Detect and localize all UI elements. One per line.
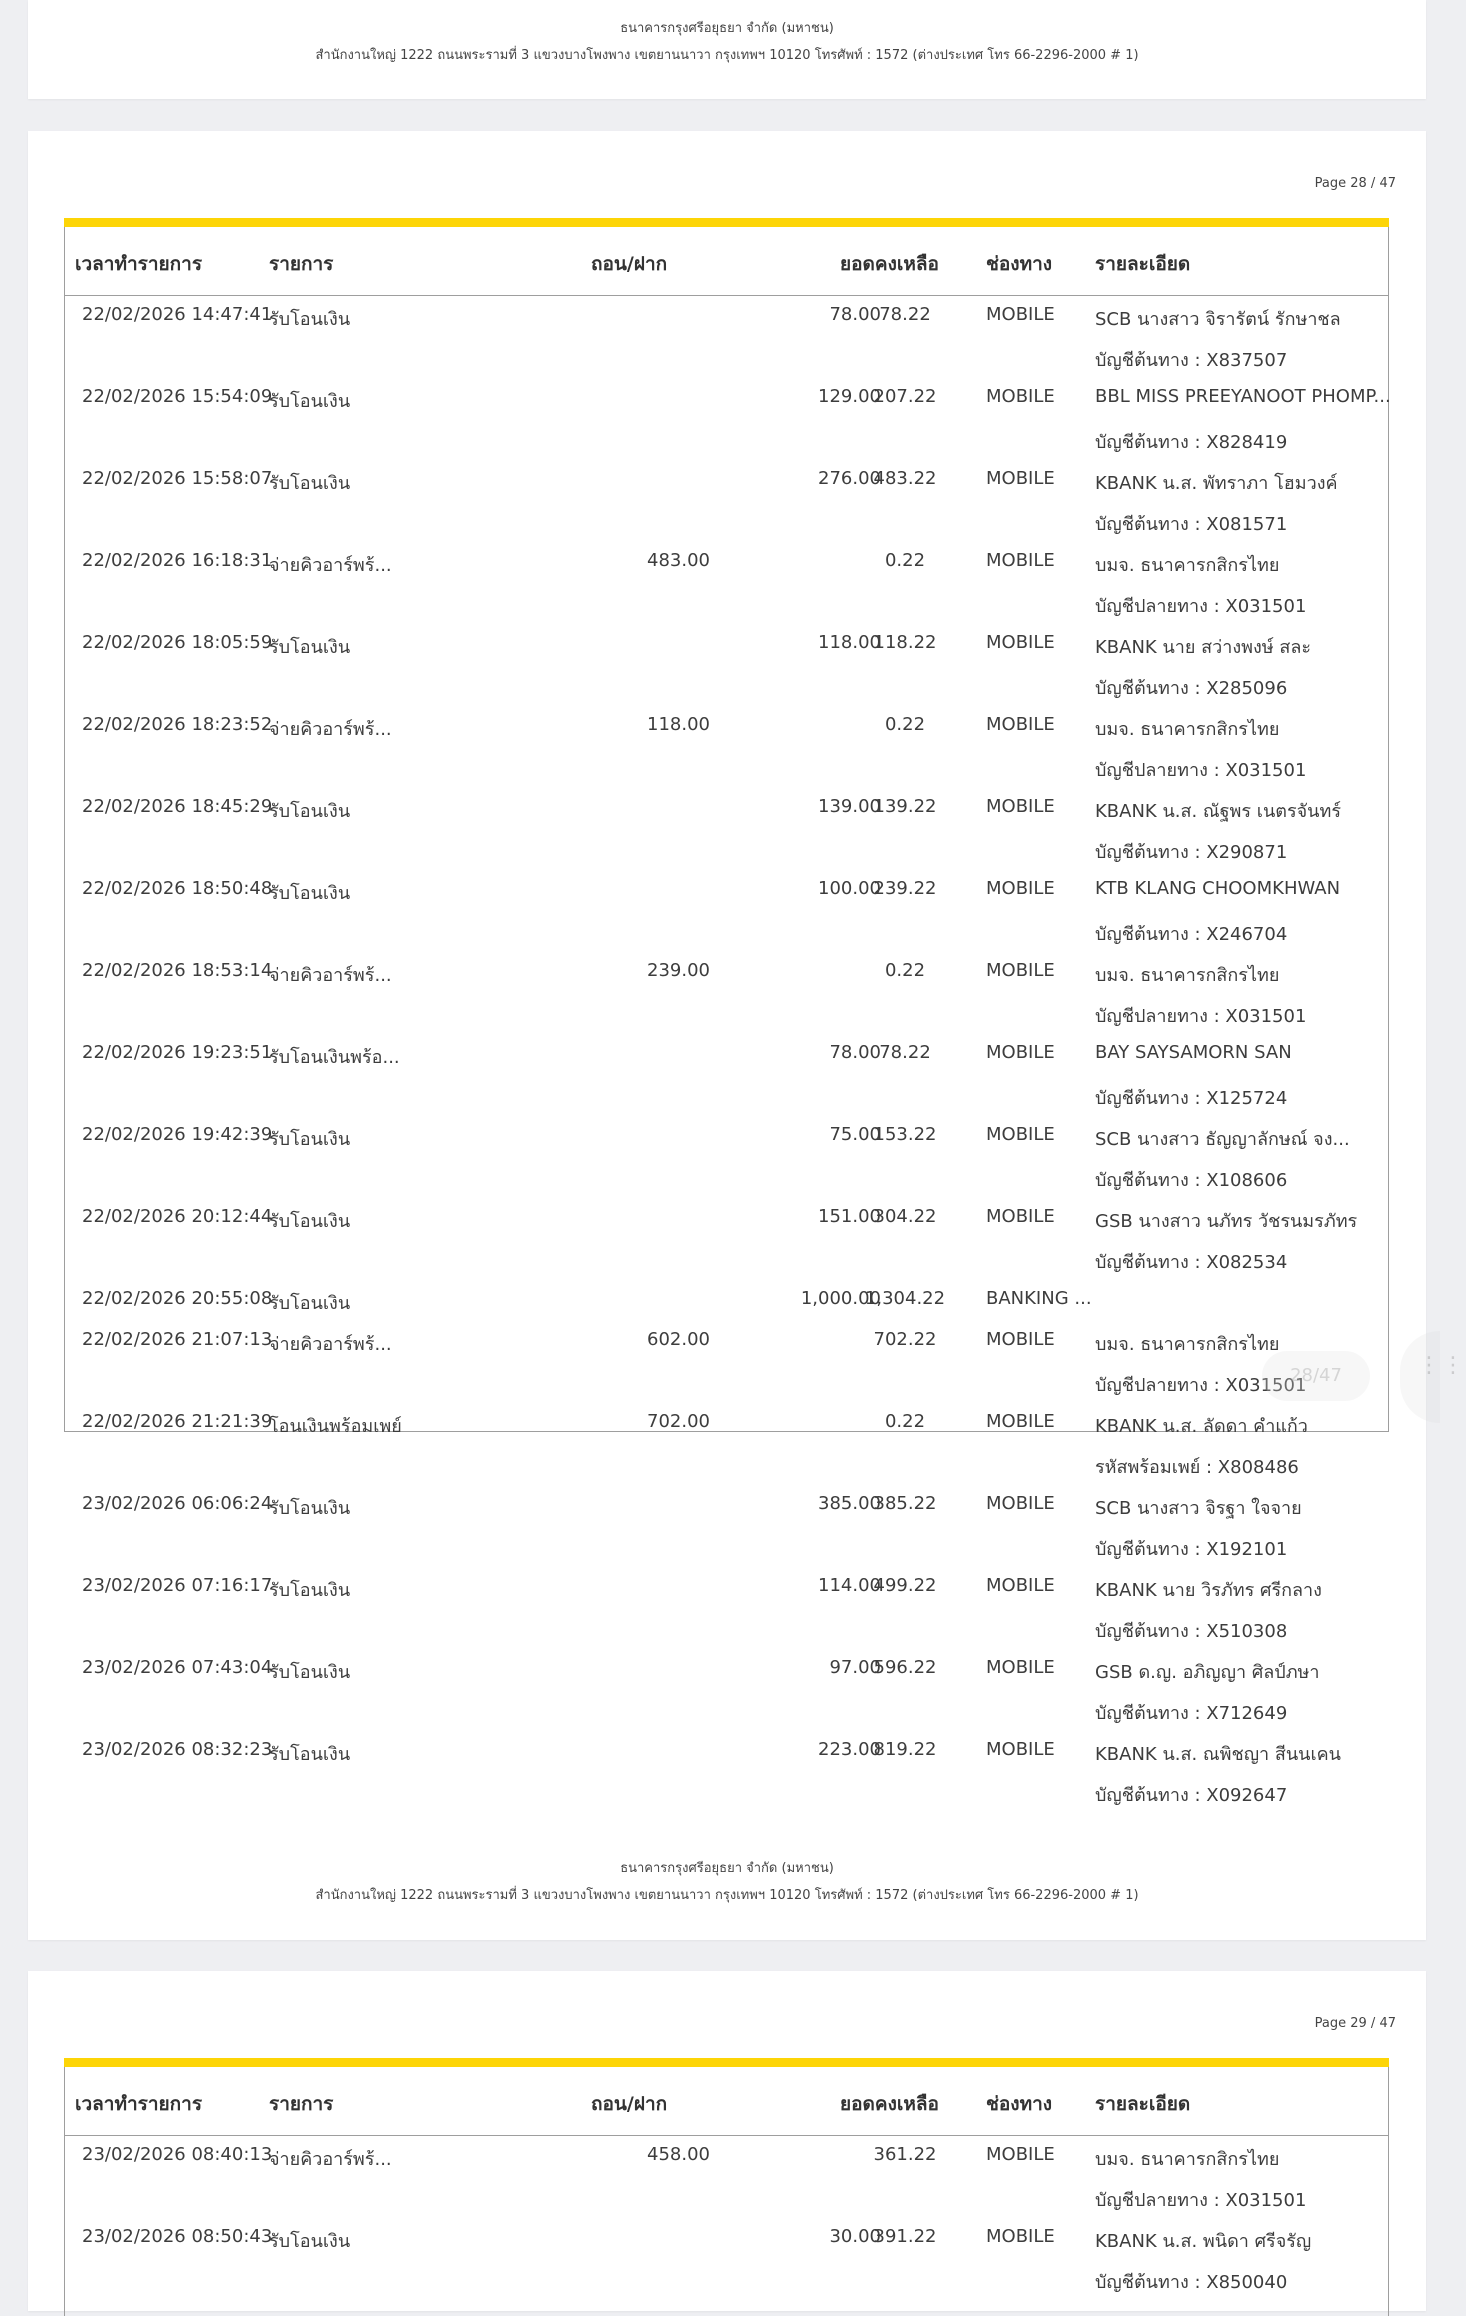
cell-description: รับโอนเงิน — [269, 1662, 351, 1683]
cell-description: รับโอนเงิน — [269, 1744, 351, 1765]
cell-detail-name: GSB ด.ญ. อภิญญา ศิลป์ภษา — [1095, 1662, 1320, 1683]
cell-time: 23/02/2026 08:50:43 — [82, 2226, 273, 2247]
cell-detail-account: บัญชีต้นทาง : X125724 — [1095, 1088, 1288, 1109]
cell-channel: MOBILE — [986, 1042, 1055, 1063]
cell-time: 22/02/2026 20:12:44 — [82, 1206, 273, 1227]
header-amount: ถอน/ฝาก — [591, 253, 668, 275]
cell-channel: MOBILE — [986, 1739, 1055, 1760]
cell-detail-name: KBANK น.ส. พัทราภา โฮมวงค์ — [1095, 473, 1338, 494]
cell-description: รับโอนเงิน — [269, 309, 351, 330]
cell-withdraw: 458.00 — [647, 2144, 710, 2165]
cell-description: รับโอนเงิน — [269, 1293, 351, 1314]
cell-balance: 139.22 — [873, 796, 937, 817]
cell-detail-name: KBANK น.ส. ณพิชญา สีนนเคน — [1095, 1744, 1341, 1765]
cell-time: 22/02/2026 14:47:41 — [82, 304, 273, 325]
cell-detail-account: บัญชีต้นทาง : X108606 — [1095, 1170, 1288, 1191]
statement-page-28 — [28, 131, 1426, 1940]
cell-detail-account: บัญชีต้นทาง : X510308 — [1095, 1621, 1288, 1642]
table-row — [65, 1649, 1388, 1731]
cell-deposit: 118.00 — [818, 632, 881, 653]
cell-channel: MOBILE — [986, 1329, 1055, 1350]
cell-description: รับโอนเงิน — [269, 473, 351, 494]
cell-balance: 596.22 — [873, 1657, 937, 1678]
table-row — [65, 1280, 1388, 1321]
statement-page-29 — [28, 1971, 1426, 2311]
cell-description: โอนเงินพร้อมเพย์ — [269, 1416, 402, 1437]
cell-withdraw: 483.00 — [647, 550, 710, 571]
cell-time: 23/02/2026 08:40:13 — [82, 2144, 273, 2165]
cell-withdraw: 118.00 — [647, 714, 710, 735]
cell-withdraw: 702.00 — [647, 1411, 710, 1432]
cell-detail-account: บัญชีต้นทาง : X290871 — [1095, 842, 1288, 863]
cell-time: 22/02/2026 18:50:48 — [82, 878, 273, 899]
cell-time: 22/02/2026 21:07:13 — [82, 1329, 273, 1350]
cell-description: รับโอนเงิน — [269, 2231, 351, 2252]
cell-detail-name: BBL MISS PREEYANOOT PHOMP... — [1095, 386, 1391, 407]
cell-channel: MOBILE — [986, 1124, 1055, 1145]
cell-description: รับโอนเงิน — [269, 1580, 351, 1601]
cell-time: 23/02/2026 07:16:17 — [82, 1575, 273, 1596]
cell-detail-name: SCB นางสาว จิรารัตน์ รักษาชล — [1095, 309, 1341, 330]
page-27-footer-sheet — [28, 0, 1426, 99]
cell-channel: MOBILE — [986, 1657, 1055, 1678]
cell-balance: 702.22 — [873, 1329, 937, 1350]
cell-balance: 78.22 — [879, 304, 931, 325]
cell-detail-account: บัญชีต้นทาง : X850040 — [1095, 2272, 1288, 2293]
cell-deposit: 100.00 — [818, 878, 881, 899]
cell-channel: BANKING ... — [986, 1288, 1092, 1309]
cell-deposit: 78.00 — [829, 1042, 881, 1063]
cell-deposit: 114.00 — [818, 1575, 881, 1596]
table-row — [65, 706, 1388, 788]
header-amount: ถอน/ฝาก — [591, 2093, 668, 2115]
cell-deposit: 1,000.00 — [800, 1288, 881, 1309]
cell-detail-account: บัญชีต้นทาง : X081571 — [1095, 514, 1288, 535]
bank-address: สำนักงานใหญ่ 1222 ถนนพระรามที่ 3 แขวงบางโพงพาง เขตยานนาวา กรุงเทพฯ 10120 โทรศัพท์ : 1572 (ต่างประเทศ โทร 66-2296-2000 # 1) — [315, 1888, 1139, 1903]
table-row — [65, 542, 1388, 624]
cell-description: รับโอนเงิน — [269, 801, 351, 822]
cell-detail-name: KBANK นาย สว่างพงษ์ สละ — [1095, 637, 1312, 658]
table-body — [64, 2136, 1389, 2316]
cell-time: 22/02/2026 19:23:51 — [82, 1042, 273, 1063]
cell-description: จ่ายคิวอาร์พร้... — [269, 1334, 392, 1355]
table-row — [65, 1485, 1388, 1567]
cell-detail-name: BAY SAYSAMORN SAN — [1095, 1042, 1292, 1063]
cell-detail-account: บัญชีต้นทาง : X828419 — [1095, 432, 1288, 453]
cell-deposit: 129.00 — [818, 386, 881, 407]
cell-balance: 819.22 — [873, 1739, 937, 1760]
cell-channel: MOBILE — [986, 386, 1055, 407]
cell-time: 22/02/2026 15:54:09 — [82, 386, 273, 407]
cell-channel: MOBILE — [986, 468, 1055, 489]
cell-detail-name: KBANK น.ส. พนิดา ศรีจรัญ — [1095, 2231, 1312, 2252]
cell-detail-name: SCB นางสาว จิรฐา ใจจาย — [1095, 1498, 1302, 1519]
header-details: รายละเอียด — [1095, 2093, 1191, 2115]
page-number: Page 29 / 47 — [1314, 2016, 1396, 2031]
cell-time: 22/02/2026 18:23:52 — [82, 714, 273, 735]
cell-deposit: 30.00 — [829, 2226, 881, 2247]
table-row — [65, 460, 1388, 542]
table-header — [64, 227, 1389, 296]
header-time: เวลาทำรายการ — [75, 2093, 203, 2115]
cell-detail-name: บมจ. ธนาคารกสิกรไทย — [1095, 2149, 1280, 2170]
cell-detail-account: รหัสพร้อมเพย์ : X808486 — [1095, 1457, 1299, 1478]
cell-detail-account: บัญชีต้นทาง : X092647 — [1095, 1785, 1288, 1806]
cell-description: จ่ายคิวอาร์พร้... — [269, 2149, 392, 2170]
cell-channel: MOBILE — [986, 632, 1055, 653]
table-row — [65, 952, 1388, 1034]
cell-time: 23/02/2026 07:43:04 — [82, 1657, 273, 1678]
cell-deposit: 151.00 — [818, 1206, 881, 1227]
cell-detail-account: บัญชีปลายทาง : X031501 — [1095, 1006, 1307, 1027]
cell-description: รับโอนเงิน — [269, 637, 351, 658]
cell-detail-name: บมจ. ธนาคารกสิกรไทย — [1095, 965, 1280, 986]
cell-time: 22/02/2026 20:55:08 — [82, 1288, 273, 1309]
cell-withdraw: 239.00 — [647, 960, 710, 981]
cell-time: 23/02/2026 06:06:24 — [82, 1493, 273, 1514]
cell-detail-name: บมจ. ธนาคารกสิกรไทย — [1095, 719, 1280, 740]
cell-detail-name: KBANK น.ส. ลัดดา คำแก้ว — [1095, 1416, 1308, 1437]
cell-detail-account: บัญชีต้นทาง : X285096 — [1095, 678, 1288, 699]
table-row — [65, 296, 1388, 378]
table-row — [65, 378, 1391, 460]
table-row — [65, 788, 1388, 870]
cell-channel: MOBILE — [986, 1411, 1055, 1432]
cell-detail-account: บัญชีต้นทาง : X192101 — [1095, 1539, 1288, 1560]
cell-deposit: 78.00 — [829, 304, 881, 325]
cell-description: จ่ายคิวอาร์พร้... — [269, 965, 392, 986]
cell-withdraw: 602.00 — [647, 1329, 710, 1350]
page-indicator-bubble[interactable]: 28/47 — [1262, 1351, 1370, 1401]
cell-channel: MOBILE — [986, 960, 1055, 981]
cell-detail-name: KBANK น.ส. ณัฐพร เนตรจันทร์ — [1095, 801, 1341, 822]
cell-deposit: 223.00 — [818, 1739, 881, 1760]
cell-detail-name: บมจ. ธนาคารกสิกรไทย — [1095, 555, 1280, 576]
page-number: Page 28 / 47 — [1314, 176, 1396, 191]
transaction-table — [64, 2058, 1389, 2316]
cell-description: รับโอนเงิน — [269, 391, 351, 412]
cell-balance: 0.22 — [884, 960, 926, 981]
cell-channel: MOBILE — [986, 2226, 1055, 2247]
header-details: รายละเอียด — [1095, 253, 1191, 275]
header-balance: ยอดคงเหลือ — [840, 253, 939, 275]
cell-detail-name: KTB KLANG CHOOMKHWAN — [1095, 878, 1341, 899]
table-row — [65, 1731, 1388, 1813]
table-row — [65, 870, 1388, 952]
table-row — [65, 1198, 1388, 1280]
cell-balance: 304.22 — [873, 1206, 937, 1227]
cell-balance: 483.22 — [873, 468, 937, 489]
cell-description: รับโอนเงิน — [269, 883, 351, 904]
header-channel: ช่องทาง — [986, 2093, 1053, 2115]
cell-balance: 391.22 — [873, 2226, 937, 2247]
cell-time: 23/02/2026 08:32:23 — [82, 1739, 273, 1760]
cell-deposit: 75.00 — [829, 1124, 881, 1145]
cell-detail-name: SCB นางสาว ธัญญาลักษณ์ จง... — [1095, 1129, 1350, 1150]
cell-detail-account: บัญชีปลายทาง : X031501 — [1095, 760, 1307, 781]
cell-deposit: 97.00 — [829, 1657, 881, 1678]
cell-description: รับโอนเงินพร้อ... — [269, 1047, 400, 1068]
cell-description: จ่ายคิวอาร์พร้... — [269, 719, 392, 740]
cell-balance: 499.22 — [873, 1575, 937, 1596]
table-row — [65, 1321, 1388, 1403]
header-description: รายการ — [269, 2093, 334, 2115]
header-description: รายการ — [269, 253, 334, 275]
table-row — [65, 2136, 1388, 2218]
grip-icon: ⋮⋮ — [1418, 1353, 1466, 1378]
cell-detail-account: บัญชีต้นทาง : X712649 — [1095, 1703, 1288, 1724]
cell-channel: MOBILE — [986, 714, 1055, 735]
cell-balance: 118.22 — [873, 632, 937, 653]
cell-time: 22/02/2026 18:45:29 — [82, 796, 273, 817]
cell-balance: 0.22 — [884, 550, 926, 571]
cell-channel: MOBILE — [986, 1575, 1055, 1596]
cell-deposit: 139.00 — [818, 796, 881, 817]
cell-balance: 153.22 — [873, 1124, 937, 1145]
table-row — [65, 2218, 1388, 2300]
cell-balance: 0.22 — [884, 1411, 926, 1432]
cell-detail-account: บัญชีปลายทาง : X031501 — [1095, 1375, 1307, 1396]
cell-balance: 361.22 — [873, 2144, 937, 2165]
cell-balance: 385.22 — [873, 1493, 937, 1514]
cell-channel: MOBILE — [986, 550, 1055, 571]
table-row — [65, 1116, 1388, 1198]
cell-balance: 207.22 — [873, 386, 937, 407]
cell-channel: MOBILE — [986, 796, 1055, 817]
cell-detail-account: บัญชีต้นทาง : X246704 — [1095, 924, 1288, 945]
cell-detail-name: KBANK นาย วิรภัทร ศรีกลาง — [1095, 1580, 1322, 1601]
cell-channel: MOBILE — [986, 304, 1055, 325]
transaction-table — [64, 218, 1391, 1806]
cell-detail-name: บมจ. ธนาคารกสิกรไทย — [1095, 1334, 1280, 1355]
cell-detail-account: บัญชีปลายทาง : X031501 — [1095, 2190, 1307, 2211]
cell-channel: MOBILE — [986, 878, 1055, 899]
table-header — [64, 2067, 1389, 2136]
cell-time: 22/02/2026 16:18:31 — [82, 550, 273, 571]
bank-name: ธนาคารกรุงศรีอยุธยา จำกัด (มหาชน) — [620, 1861, 834, 1876]
cell-deposit: 276.00 — [818, 468, 881, 489]
cell-description: รับโอนเงิน — [269, 1498, 351, 1519]
cell-balance: 0.22 — [884, 714, 926, 735]
table-row — [65, 1403, 1388, 1485]
table-row — [65, 1567, 1388, 1649]
cell-time: 22/02/2026 19:42:39 — [82, 1124, 273, 1145]
header-time: เวลาทำรายการ — [75, 253, 203, 275]
cell-channel: MOBILE — [986, 1206, 1055, 1227]
cell-time: 22/02/2026 21:21:39 — [82, 1411, 273, 1432]
table-body — [64, 296, 1391, 1806]
cell-channel: MOBILE — [986, 2144, 1055, 2165]
cell-description: รับโอนเงิน — [269, 1211, 351, 1232]
cell-time: 22/02/2026 18:05:59 — [82, 632, 273, 653]
cell-balance: 1,304.22 — [864, 1288, 946, 1309]
table-row — [65, 624, 1388, 706]
cell-detail-account: บัญชีต้นทาง : X837507 — [1095, 350, 1288, 371]
cell-time: 22/02/2026 18:53:14 — [82, 960, 273, 981]
cell-deposit: 385.00 — [818, 1493, 881, 1514]
header-balance: ยอดคงเหลือ — [840, 2093, 939, 2115]
cell-time: 22/02/2026 15:58:07 — [82, 468, 273, 489]
cell-balance: 239.22 — [873, 878, 937, 899]
cell-detail-account: บัญชีปลายทาง : X031501 — [1095, 596, 1307, 617]
cell-balance: 78.22 — [879, 1042, 931, 1063]
cell-description: จ่ายคิวอาร์พร้... — [269, 555, 392, 576]
bank-address: สำนักงานใหญ่ 1222 ถนนพระรามที่ 3 แขวงบางโพงพาง เขตยานนาวา กรุงเทพฯ 10120 โทรศัพท์ : 1572 (ต่างประเทศ โทร 66-2296-2000 # 1) — [315, 48, 1139, 63]
bank-name: ธนาคารกรุงศรีอยุธยา จำกัด (มหาชน) — [620, 21, 834, 36]
header-channel: ช่องทาง — [986, 253, 1053, 275]
cell-detail-account: บัญชีต้นทาง : X082534 — [1095, 1252, 1288, 1273]
cell-detail-name: GSB นางสาว นภัทร วัชรนมรภัทร — [1095, 1211, 1358, 1232]
bank-footer — [28, 15, 1426, 69]
cell-description: รับโอนเงิน — [269, 1129, 351, 1150]
cell-channel: MOBILE — [986, 1493, 1055, 1514]
bank-footer — [28, 1855, 1426, 1909]
table-row — [65, 1034, 1388, 1116]
